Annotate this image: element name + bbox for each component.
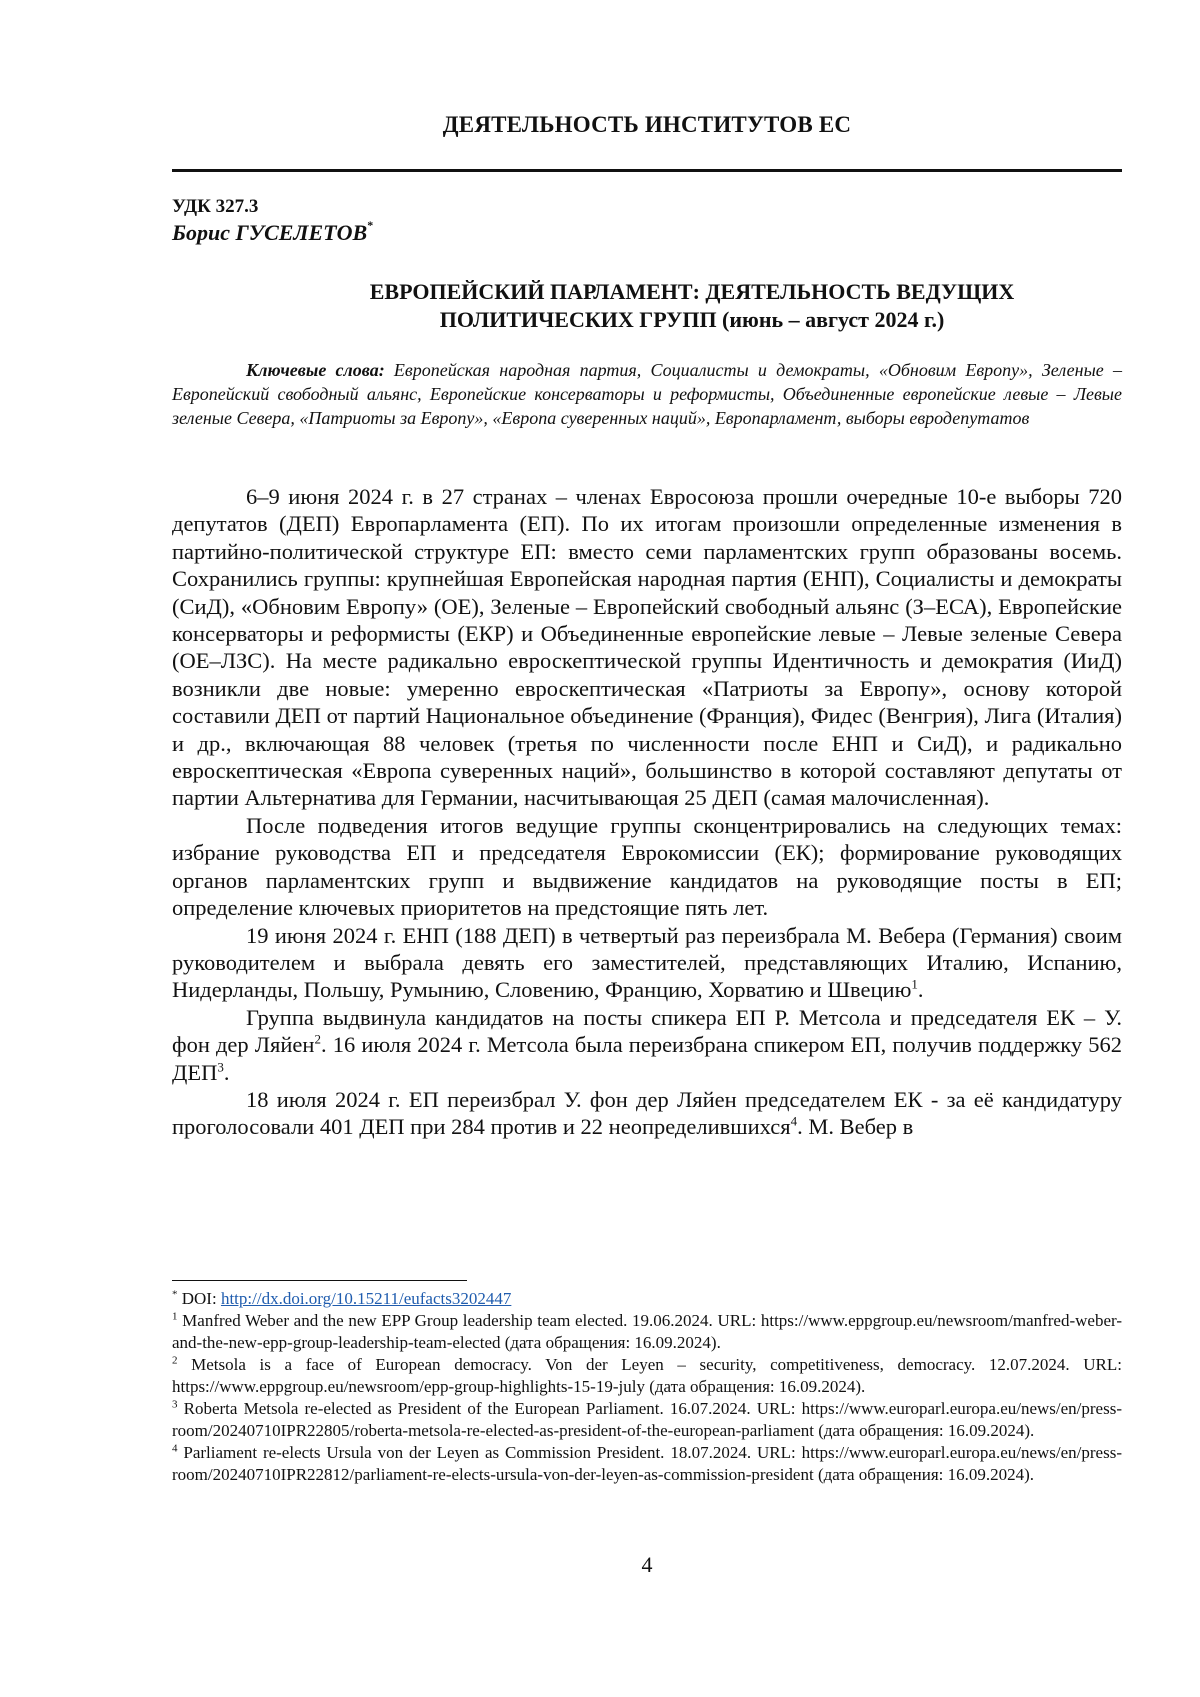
paragraph-3-text: 19 июня 2024 г. ЕНП (188 ДЕП) в четвертый раз переизбрала М. Вебера (Германия) своим руководителем и выбрала девять его заместителей, представляющих Италию, Испанию, Нидерланды, Польшу, Румынию, Словению, Францию, Хорватию и Швецию [172, 922, 1122, 1003]
body-paragraph-1: 6–9 июня 2024 г. в 27 странах – членах Евросоюза прошли очередные 10-е выборы 720 депутатов (ДЕП) Европарламента (ЕП). По их итогам произошли определенные изменения в партийно-политической структуре ЕП: вместо семи парламентских групп образованы восемь. Сохранились группы: крупнейшая Европейская народная партия (ЕНП), Социалисты и демократы (СиД), «Обновим Европу» (ОЕ), Зеленые – Европейский свободный альянс (З–ЕСА), Европейские консерваторы и реформисты (ЕКР) и Объединенные европейские левые – Левые зеленые Севера (ОЕ–ЛЗС). На месте радикально евроскептической группы Идентичность и демократия (ИиД) возникли две новые: умеренно евроскептическая «Патриоты за Европу», основу которой составили ДЕП от партий Национальное объединение (Франция), Фидес (Венгрия), Лига (Италия) и др., включающая 88 человек (третья по численности после ЕНП и СиД), и радикально евроскептическая «Европа суверенных наций», большинство в которой составляют депутаты от партии Альтернатива для Германии, насчитывающая 25 ДЕП (самая малочисленная). [172, 484, 1122, 811]
footnote-2 [172, 1354, 1122, 1398]
paragraph-4-text-b: . 16 июля 2024 г. Метсола была переизбрана спикером ЕП, получив поддержку 562 ДЕП [172, 1032, 1122, 1085]
body-paragraph-3 [172, 922, 1122, 1004]
footnotes-block [172, 1288, 1122, 1486]
footnote-ref-2[interactable]: 2 [314, 1031, 321, 1047]
article-title-line-1: ЕВРОПЕЙСКИЙ ПАРЛАМЕНТ: ДЕЯТЕЛЬНОСТЬ ВЕДУЩИХ [369, 279, 1015, 304]
body-paragraph-4 [172, 1004, 1122, 1086]
footnote-doi [172, 1288, 1122, 1310]
udk-code: УДК 327.3 [172, 196, 259, 217]
footnote-3 [172, 1398, 1122, 1442]
footnote-4-text: Parliament re-elects Ursula von der Leyen as Commission President. 18.07.2024. URL: https://www.europarl.europa.eu/news/en/press-room/20240710IPR22812/parliament-re-elects-ursula-von-der-leyen-as-commission-president (дата обращения: 16.09.2024). [172, 1443, 1122, 1484]
paragraph-5-text-b: . М. Вебер в [797, 1114, 914, 1140]
body-paragraph-2: После подведения итогов ведущие группы сконцентрировались на следующих темах: избрание руководства ЕП и председателя Еврокомиссии (ЕК); формирование руководящих органов парламентских групп и выдвижение кандидатов на руководящие посты в ЕП; определение ключевых приоритетов на предстоящие пять лет. [172, 812, 1122, 921]
doi-link[interactable]: http://dx.doi.org/10.15211/eufacts3202447 [220, 1289, 512, 1308]
footnote-2-text: Metsola is a face of European democracy. Von der Leyen – security, competitiveness, democracy. 12.07.2024. URL: https://www.eppgroup.eu/newsroom/epp-group-highlights-15-19-july (дата обращения: 16.09.2024). [172, 1355, 1122, 1396]
footnote-2-mark: 2 [172, 1354, 178, 1367]
document-page [172, 0, 1122, 1697]
footnote-ref-1[interactable]: 1 [911, 976, 918, 992]
footnote-4 [172, 1442, 1122, 1486]
article-body [172, 483, 1122, 1141]
running-head: ДЕЯТЕЛЬНОСТЬ ИНСТИТУТОВ ЕС [442, 112, 852, 137]
footnote-ref-4[interactable]: 4 [790, 1113, 798, 1129]
author-name [172, 220, 373, 246]
paragraph-5-text-a: 18 июля 2024 г. ЕП переизбрал У. фон дер Ляйен председателем ЕК - за её кандидатуру проголосовали 401 ДЕП при 284 против и 22 неопределившихся [172, 1086, 1122, 1140]
footnote-4-mark: 4 [172, 1442, 178, 1455]
keywords-block [172, 358, 1122, 430]
footnote-1-text: Manfred Weber and the new EPP Group leadership team elected. 19.06.2024. URL: https://www.eppgroup.eu/newsroom/manfred-weber-and-the-new-epp-group-leadership-team-elected (дата обращения: 16.09.2024). [172, 1311, 1122, 1352]
footnote-doi-label: DOI: [177, 1289, 221, 1308]
footnote-separator [172, 1280, 467, 1281]
footnote-ref-3[interactable]: 3 [217, 1059, 224, 1075]
author-name-text: Борис ГУСЕЛЕТОВ [172, 220, 368, 245]
paragraph-4-text-a: Группа выдвинула кандидатов на посты спикера ЕП Р. Метсола и председателя ЕК – У. фон дер Ляйен [172, 1004, 1122, 1058]
article-title [292, 278, 1092, 334]
article-title-line-2: ПОЛИТИЧЕСКИХ ГРУПП (июнь – август 2024 г.) [439, 307, 945, 332]
page-number: 4 [641, 1552, 653, 1577]
footnote-1 [172, 1310, 1122, 1354]
footnote-1-mark: 1 [172, 1310, 178, 1323]
footnote-3-text: Roberta Metsola re-elected as President of the European Parliament. 16.07.2024. URL: https://www.europarl.europa.eu/news/en/press-room/20240710IPR22805/roberta-metsola-re-elected-as-president-of-the-european-parliament (дата обращения: 16.09.2024). [172, 1399, 1122, 1440]
paragraph-4-end: . [223, 1059, 230, 1085]
footnote-3-mark: 3 [172, 1398, 178, 1411]
body-paragraph-5 [172, 1086, 1122, 1141]
keywords-text: Европейская народная партия, Социалисты и демократы, «Обновим Европу», Зеленые – Европейский свободный альянс, Европейские консерваторы и реформисты, Объединенные европейские левые – Левые зеленые Севера, «Патриоты за Европу», «Европа суверенных наций», Европарламент, выборы евродепутатов [172, 360, 1122, 428]
footnote-doi-mark: * [172, 1288, 178, 1301]
header-rule [172, 169, 1122, 172]
keywords-label: Ключевые слова: [246, 360, 385, 380]
paragraph-3-end: . [917, 977, 924, 1003]
author-footnote-mark[interactable]: * [367, 218, 374, 232]
